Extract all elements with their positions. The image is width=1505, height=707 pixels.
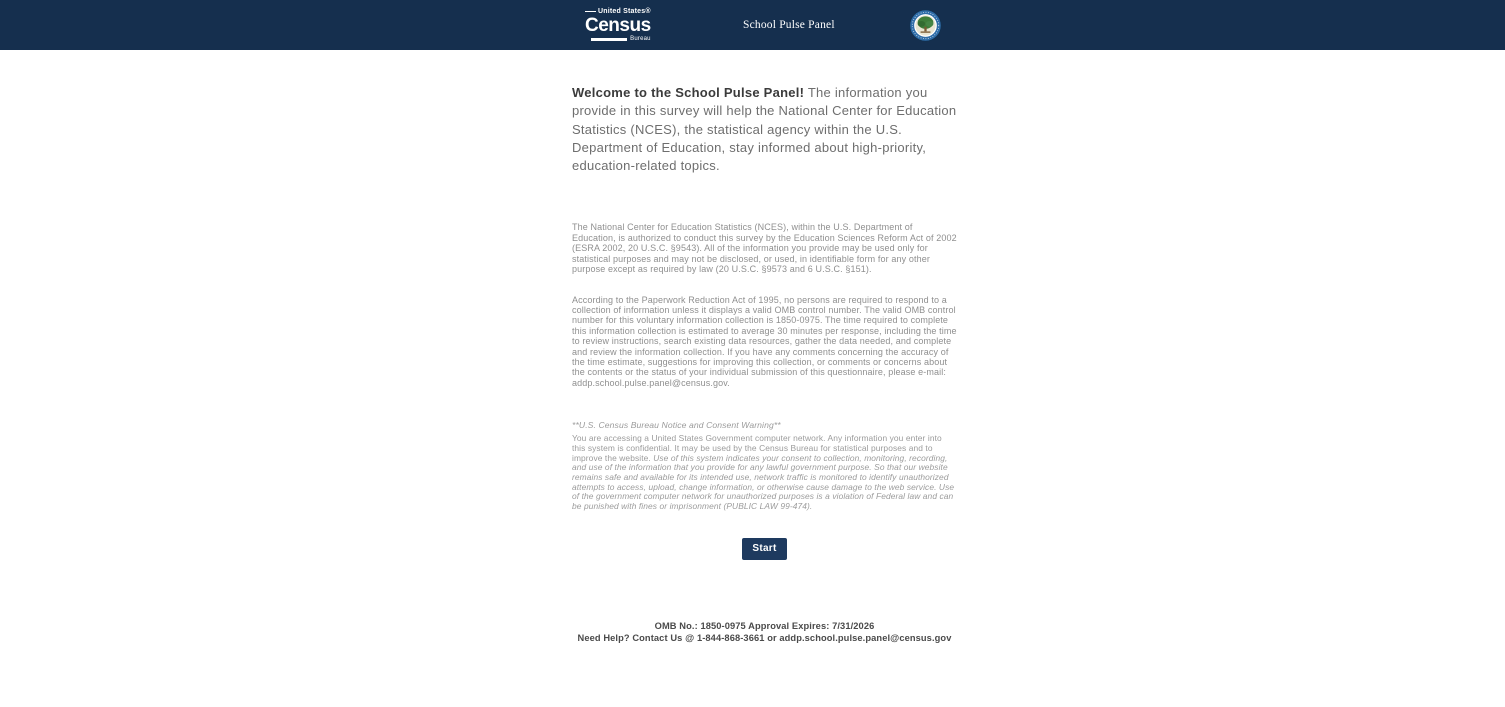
consent-italic-text: Use of this system indicates your consent to collection, monitoring, recording, and use of the information that you provide for any lawful government purpose. So that our website remains safe and available for its intended use, network traffic is monitored to identify unauthorized attempts to access, upload, change information, or otherwise cause damage to the web service. Use of the government computer network for unauthorized purposes is a violation of Federal law and can be punished with fines or imprisonment (PUBLIC LAW 99-474).: [572, 452, 955, 512]
footer: [572, 620, 957, 645]
census-logo-united-states: United States®: [598, 8, 651, 15]
census-logo-bottom: [585, 36, 651, 42]
header: [0, 0, 1505, 50]
census-logo-line: [585, 11, 596, 13]
main-content: [572, 84, 957, 560]
census-logo-bureau: Bureau: [630, 36, 651, 42]
consent-regular-text: You are accessing a United States Government computer network. Any information you enter into this system is confidential. It may be used by the Census Bureau for statistical purposes and to improve the website.: [572, 433, 942, 463]
consent-warning-heading: **U.S. Census Bureau Notice and Consent Warning**: [572, 420, 781, 431]
omb-approval-text: OMB No.: 1850-0975 Approval Expires: 7/31/2026: [654, 620, 875, 631]
census-logo-wordmark: Census: [585, 15, 651, 36]
header-inner: [572, 0, 957, 50]
start-button-row: [572, 538, 957, 560]
welcome-heading: Welcome to the School Pulse Panel!: [572, 85, 805, 100]
department-of-education-seal-icon: [909, 9, 942, 42]
census-bureau-logo: [585, 8, 651, 42]
welcome-paragraph: [572, 84, 957, 175]
welcome-body-text: The information you provide in this survey will help the National Center for Education Statistics (NCES), the statistical agency within the U.S. Department of Education, stay informed about high-priority, education-related topics.: [572, 85, 957, 174]
census-logo-bar: [591, 38, 627, 41]
consent-warning-paragraph: [572, 434, 957, 512]
census-logo-top: [585, 8, 651, 15]
paperwork-reduction-act-paragraph: According to the Paperwork Reduction Act of 1995, no persons are required to respond to a collection of information unless it displays a valid OMB control number. The valid OMB control number for this voluntary information collection is 1850-0975. The time required to complete this information collection is estimated to average 30 minutes per response, including the time to review instructions, search existing data resources, gather the data needed, and complete and review the information collection. If you have any comments concerning the accuracy of the time estimate, suggestions for improving this collection, or comments or concerns about the contents or the status of your individual submission of this questionnaire, please e-mail: addp.school.pulse.panel@census.gov.: [572, 294, 957, 388]
help-contact-text: Need Help? Contact Us @ 1-844-868-3661 or addp.school.pulse.panel@census.gov: [577, 633, 952, 644]
page-title: School Pulse Panel: [742, 19, 835, 31]
nces-authorization-paragraph: The National Center for Education Statistics (NCES), within the U.S. Department of Education, is authorized to conduct this survey by the Education Sciences Reform Act of 2002 (ESRA 2002, 20 U.S.C. §9543). All of the information you provide may be used only for statistical purposes and may not be disclosed, or used, in identifiable form for any other purpose except as required by law (20 U.S.C. §9573 and 6 U.S.C. §151).: [572, 222, 957, 275]
start-button[interactable]: Start: [742, 538, 786, 560]
